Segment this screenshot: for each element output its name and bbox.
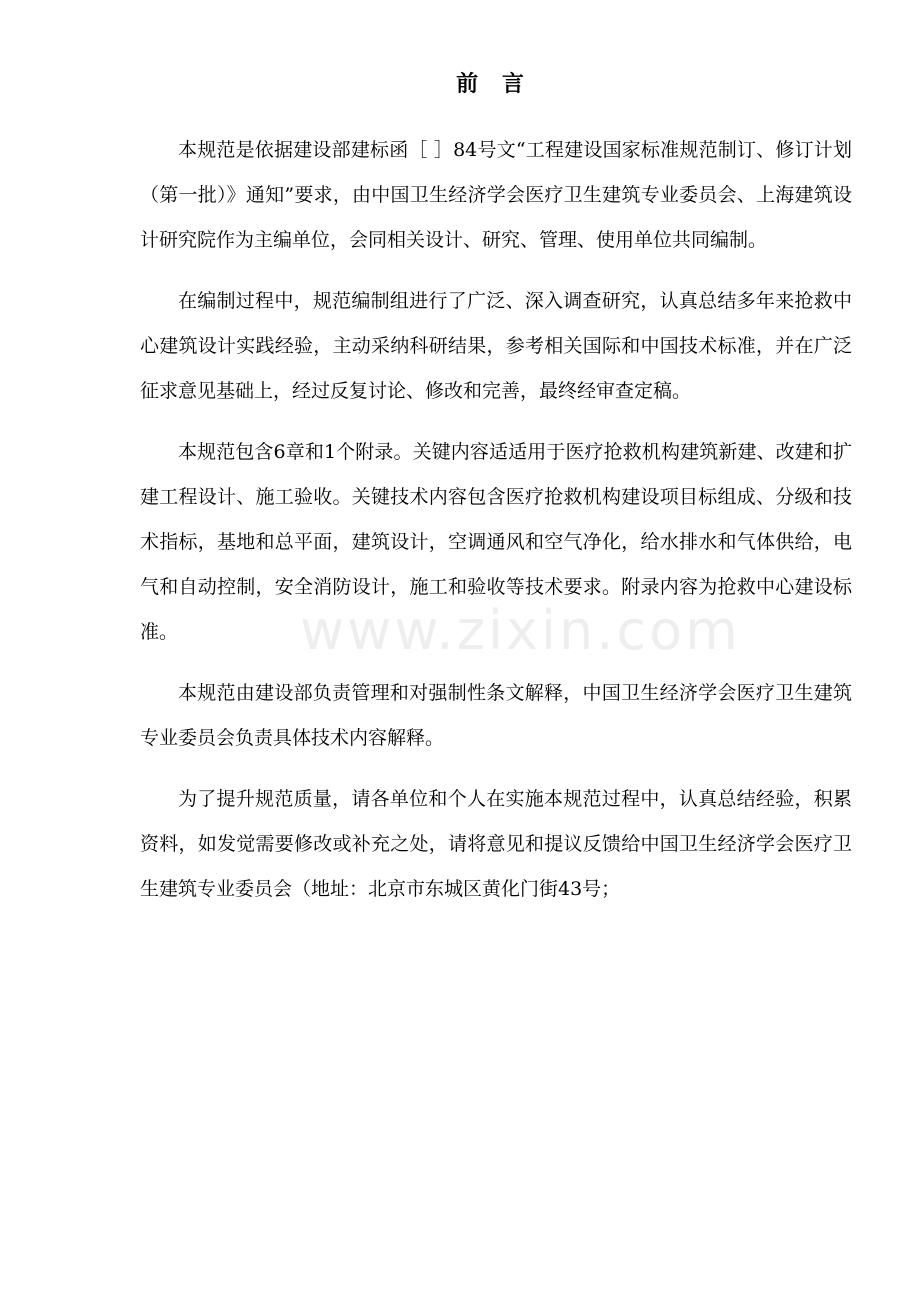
paragraph-feedback: 为了提升规范质量，请各单位和个人在实施本规范过程中，认真总结经验，积累资料，如发觉需要修改或补充之处，请将意见和提议反馈给中国卫生经济学会医疗卫生建筑专业委员会（地址：北京市东城区黄化门街43号；: [140, 788, 852, 900]
watermark: www.zixin.com: [300, 599, 741, 662]
page-title: 前 言: [456, 71, 532, 97]
paragraph-process: 在编制过程中，规范编制组进行了广泛、深入调查研究，认真总结多年来抢救中心建筑设计实践经验，主动采纳科研结果，参考相关国际和中国技术标准，并在广泛征求意见基础上，经过反复讨论、修改和完善，最终经审查定稿。: [140, 290, 852, 402]
paragraph-management: 本规范由建设部负责管理和对强制性条文解释，中国卫生经济学会医疗卫生建筑专业委员会负责具体技术内容解释。: [140, 682, 852, 749]
document-body: [140, 128, 852, 928]
paragraph-basis: 本规范是依据建设部建标函［ ］84号文“工程建设国家标准规范制订、修订计划（第一批）》通知”要求，由中国卫生经济学会医疗卫生建筑专业委员会、上海建筑设计研究院作为主编单位，会同相关设计、研究、管理、使用单位共同编制。: [140, 139, 852, 251]
paragraph-contents: 本规范包含6章和1个附录。关键内容适适用于医疗抢救机构建筑新建、改建和扩建工程设计、施工验收。关键技术内容包含医疗抢救机构建设项目标组成、分级和技术指标，基地和总平面，建筑设计，空调通风和空气净化，给水排水和气体供给，电气和自动控制，安全消防设计，施工和验收等技术要求。附录内容为抢救中心建设标准。: [140, 441, 852, 643]
